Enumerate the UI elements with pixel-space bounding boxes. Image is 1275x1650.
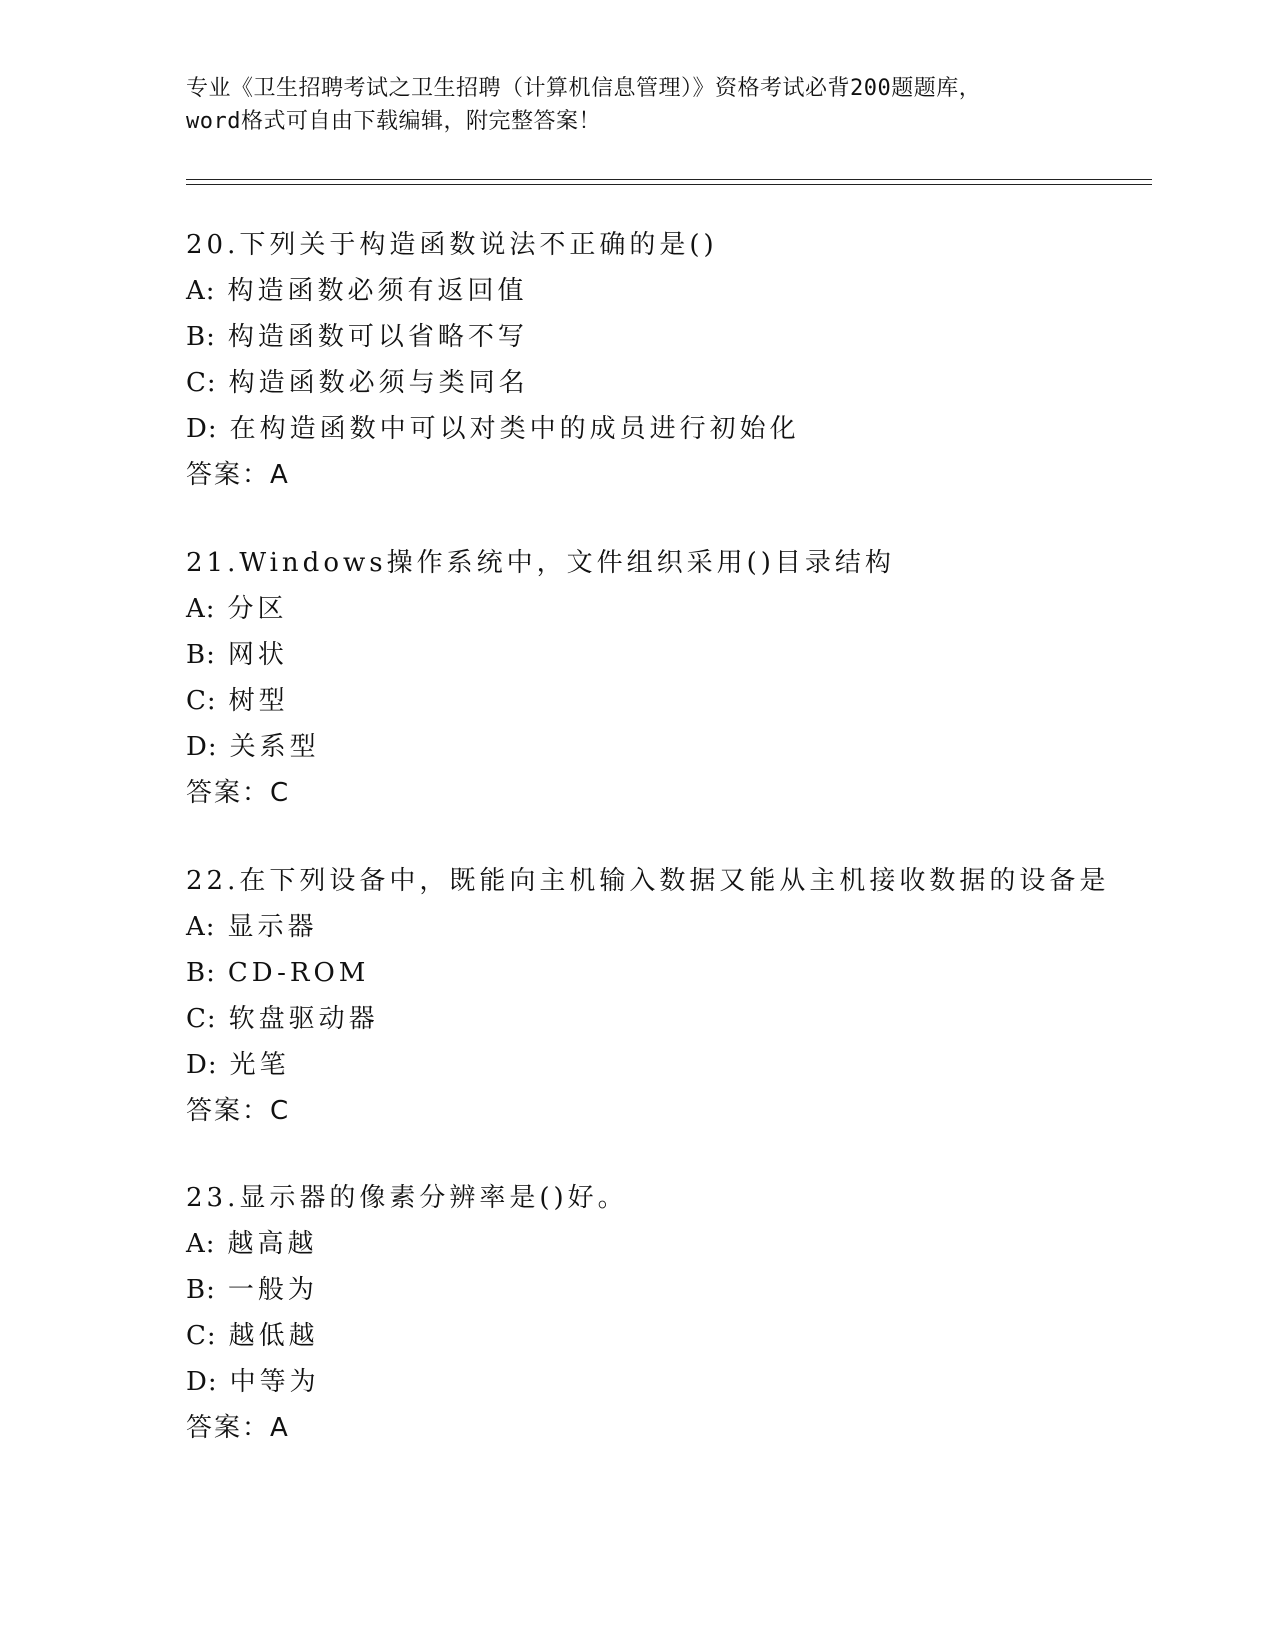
option-b bbox=[186, 1267, 1166, 1313]
option-a bbox=[186, 1221, 1166, 1267]
option-d bbox=[186, 1359, 1166, 1405]
header-line-1: 专业《卫生招聘考试之卫生招聘（计算机信息管理）》资格考试必背200题题库， bbox=[186, 76, 982, 101]
option-c bbox=[186, 1313, 1166, 1359]
option-c bbox=[186, 678, 1166, 724]
option-text: 关系型 bbox=[229, 732, 320, 762]
option-label: A: bbox=[186, 912, 216, 942]
header-divider-bottom bbox=[186, 184, 1152, 185]
question-stem: 21.Windows操作系统中，文件组织采用()目录结构 bbox=[186, 548, 895, 578]
option-text: 显示器 bbox=[227, 912, 318, 942]
option-c bbox=[186, 360, 1166, 406]
option-d bbox=[186, 724, 1166, 770]
option-label: D: bbox=[186, 1367, 218, 1397]
answer-line: 答案：C bbox=[186, 1096, 291, 1126]
option-text: 树型 bbox=[228, 686, 289, 716]
option-text: 在构造函数中可以对类中的成员进行初始化 bbox=[229, 414, 800, 444]
header-divider-top bbox=[186, 179, 1152, 180]
question-stem: 20.下列关于构造函数说法不正确的是() bbox=[186, 230, 718, 260]
answer-line: 答案：A bbox=[186, 460, 290, 490]
option-label: B: bbox=[186, 958, 216, 988]
answer-line: 答案：A bbox=[186, 1413, 290, 1443]
option-label: A: bbox=[186, 594, 216, 624]
question-23 bbox=[186, 1175, 1166, 1451]
option-label: A: bbox=[186, 1229, 216, 1259]
option-text: 构造函数可以省略不写 bbox=[227, 322, 528, 352]
option-a bbox=[186, 268, 1166, 314]
header-line-2: word格式可自由下载编辑，附完整答案！ bbox=[186, 109, 601, 134]
option-text: 软盘驱动器 bbox=[228, 1004, 379, 1034]
option-label: D: bbox=[186, 732, 218, 762]
option-text: 构造函数必须与类同名 bbox=[228, 368, 529, 398]
question-20 bbox=[186, 222, 1166, 498]
option-label: D: bbox=[186, 1050, 218, 1080]
option-b bbox=[186, 314, 1166, 360]
option-text: 一般为 bbox=[227, 1275, 318, 1305]
option-label: C: bbox=[186, 1321, 217, 1351]
option-text: CD-ROM bbox=[227, 958, 370, 988]
question-22 bbox=[186, 858, 1166, 1134]
option-label: C: bbox=[186, 1004, 217, 1034]
option-text: 网状 bbox=[227, 640, 288, 670]
option-text: 构造函数必须有返回值 bbox=[227, 276, 528, 306]
question-21 bbox=[186, 540, 1166, 816]
answer-line: 答案：C bbox=[186, 778, 291, 808]
option-label: C: bbox=[186, 686, 217, 716]
option-text: 光笔 bbox=[229, 1050, 290, 1080]
option-a bbox=[186, 904, 1166, 950]
option-b bbox=[186, 950, 1166, 996]
option-label: B: bbox=[186, 640, 216, 670]
question-stem: 22.在下列设备中，既能向主机输入数据又能从主机接收数据的设备是 bbox=[186, 866, 1110, 896]
option-text: 越低越 bbox=[228, 1321, 319, 1351]
option-a bbox=[186, 586, 1166, 632]
option-d bbox=[186, 406, 1166, 452]
option-label: B: bbox=[186, 1275, 216, 1305]
option-label: B: bbox=[186, 322, 216, 352]
option-text: 分区 bbox=[227, 594, 288, 624]
option-c bbox=[186, 996, 1166, 1042]
option-d bbox=[186, 1042, 1166, 1088]
option-b bbox=[186, 632, 1166, 678]
option-label: D: bbox=[186, 414, 218, 444]
option-label: A: bbox=[186, 276, 216, 306]
option-label: C: bbox=[186, 368, 217, 398]
question-stem: 23.显示器的像素分辨率是()好。 bbox=[186, 1183, 628, 1213]
document-header bbox=[186, 72, 1086, 138]
option-text: 越高越 bbox=[227, 1229, 318, 1259]
option-text: 中等为 bbox=[229, 1367, 320, 1397]
